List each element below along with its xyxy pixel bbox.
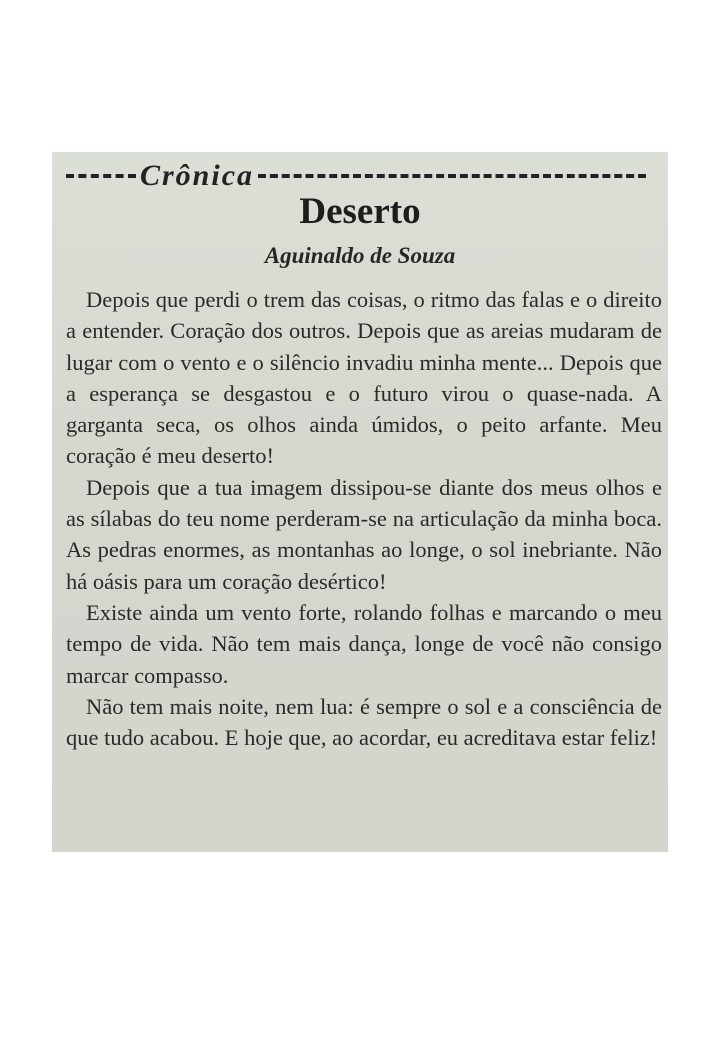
paragraph-4: Não tem mais noite, nem lua: é sempre o sol e a consciência de que tudo acabou. E hoje que, ao acordar, eu acreditava estar feliz! [66, 693, 662, 751]
article-author: Aguinaldo de Souza [264, 243, 456, 268]
newspaper-clipping [52, 152, 668, 852]
section-label: Crônica [140, 159, 255, 192]
paragraph-1: Depois que perdi o trem das coisas, o ritmo das falas e o direito a entender. Coração dos outros. Depois que as areias mudaram de lugar com o vento e o silêncio invadiu minha mente... Depois que a esperança se desgastou e o futuro virou o quase-nada. A garganta seca, os olhos ainda úmidos, o peito arfante. Meu coração é meu deserto! [66, 287, 662, 469]
paragraph-3: Existe ainda um vento forte, rolando folhas e marcando o meu tempo de vida. Não tem mais dança, longe de você não consigo marcar compasso. [66, 599, 662, 688]
section-header [66, 158, 646, 194]
paragraph-2: Depois que a tua imagem dissipou-se diante dos meus olhos e as sílabas do teu nome perderam-se na articulação da minha boca. As pedras enormes, as montanhas ao longe, o sol inebriante. Não há oásis para um coração desértico! [66, 474, 662, 594]
section-rule-left [66, 174, 136, 178]
section-rule-right [258, 174, 646, 178]
article-title: Deserto [299, 191, 421, 232]
article-body [66, 284, 662, 753]
